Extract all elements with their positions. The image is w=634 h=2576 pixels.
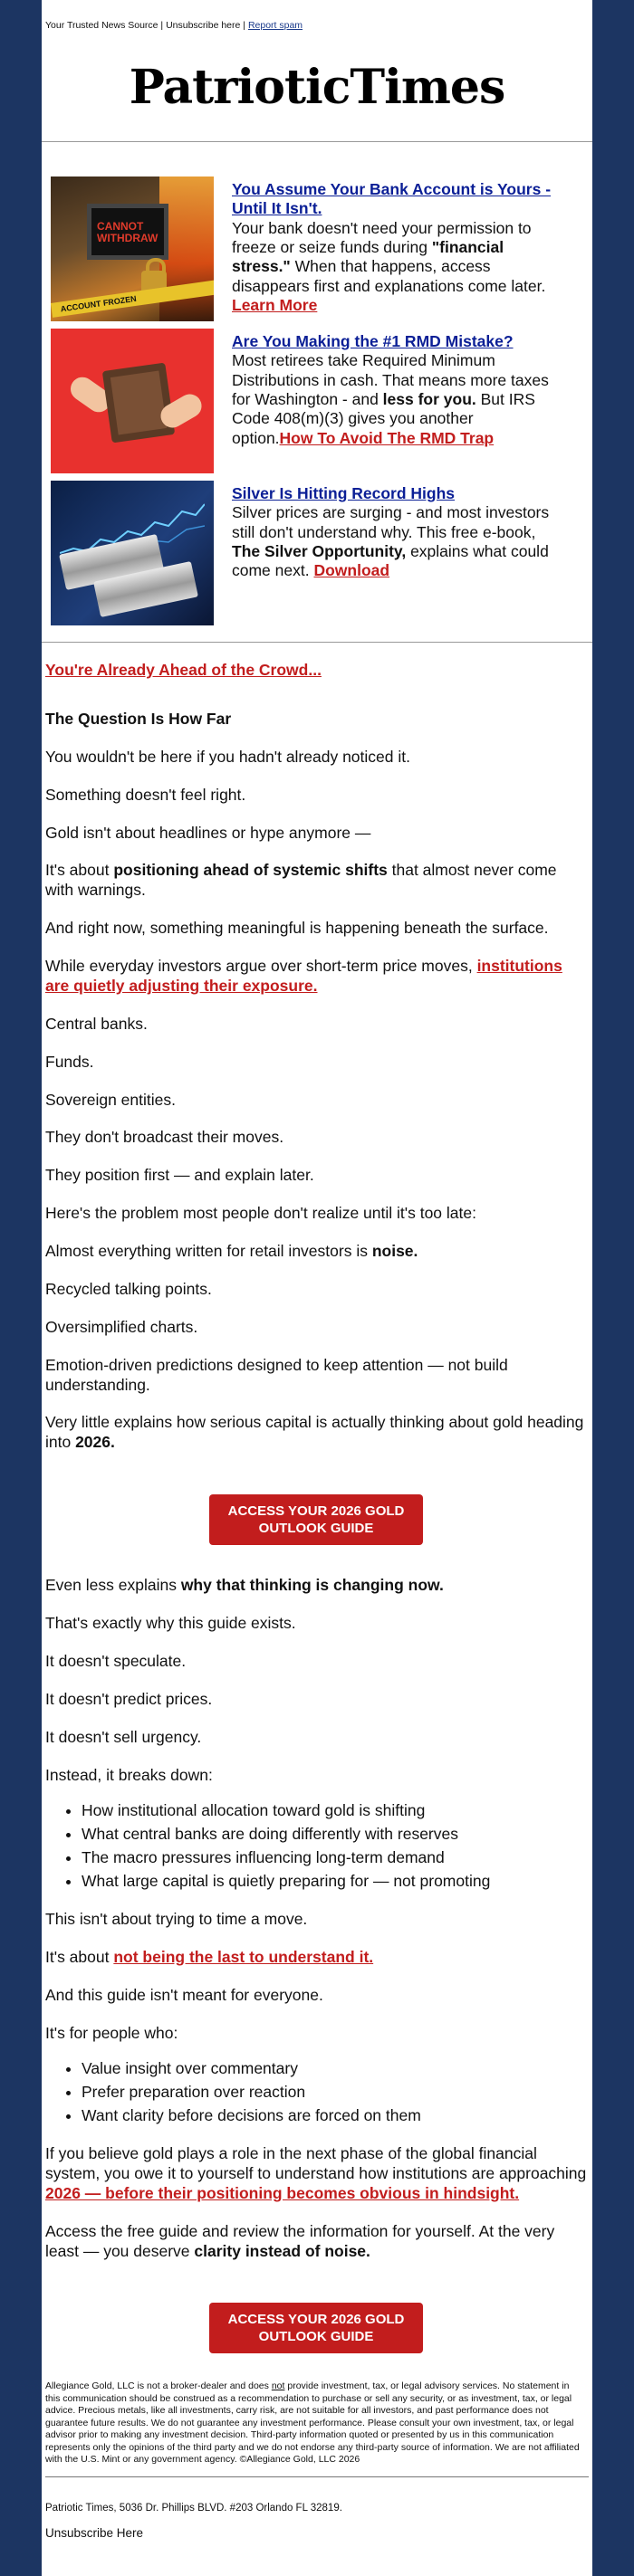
text: that almost never come with warnings.	[45, 861, 557, 900]
learn-more-link[interactable]: Learn More	[232, 296, 318, 315]
paragraph: Instead, it breaks down:	[45, 1765, 213, 1784]
paragraph	[45, 2144, 587, 2204]
bold-text: why that thinking is changing now.	[180, 1576, 444, 1595]
list-item: • What large capital is quietly preparing for — not promoting	[82, 1872, 587, 1892]
teaser-rmd	[51, 329, 592, 473]
bold-text: clarity instead of noise.	[194, 2241, 370, 2260]
audience-list	[82, 2059, 587, 2126]
teaser-title-link[interactable]: Silver Is Hitting Record Highs	[232, 484, 456, 502]
paragraph: Recycled talking points.	[45, 1279, 212, 1298]
list-item: • Want clarity before decisions are forced on them	[82, 2106, 587, 2126]
text: While everyday investors argue over short-term price moves,	[45, 957, 477, 975]
paragraph: This isn't about trying to time a move.	[45, 1909, 308, 1928]
atm-image[interactable]	[51, 177, 214, 321]
text: Allegiance Gold, LLC is not a broker-dealer and does	[45, 2380, 272, 2392]
silver-bars-image[interactable]	[51, 481, 214, 625]
atm-screen	[87, 204, 168, 260]
teaser-list	[42, 142, 592, 625]
paragraph: Funds.	[45, 1052, 94, 1071]
rmd-trap-link[interactable]: How To Avoid The RMD Trap	[279, 428, 495, 447]
preheader	[45, 0, 592, 31]
text: provide investment, tax, or legal advisory services. No statement in this communication should be construed as a recommendation to purchase or sell any security, or as investment, tax, or legal advice. Precious metals, like all investments, carry risk, are not suitable for all investors, and past performance does not guarantee future results. We do not guarantee any investment performance. Please consult your own investment, tax, or legal advisor prior to making any investment decision. Third-party information quoted or presented by us in this communication represents only the opinions of the third party and we do not endorse any third-party source of information. We are not affiliated with the U.S. Mint or any government agency. ©Allegiance Gold, LLC 2026	[45, 2380, 580, 2465]
list-item: • Prefer preparation over reaction	[82, 2083, 587, 2103]
institutions-link[interactable]: institutions are quietly adjusting their exposure.	[45, 957, 562, 995]
kicker-link[interactable]: You're Already Ahead of the Crowd...	[45, 661, 322, 679]
text: It's about	[45, 861, 114, 880]
paragraph	[45, 2222, 587, 2262]
paragraph	[45, 1413, 587, 1453]
article	[42, 643, 592, 2353]
paragraph: It doesn't speculate.	[45, 1651, 187, 1670]
paragraph: And this guide isn't meant for everyone.	[45, 1985, 323, 2004]
teaser-copy	[214, 329, 558, 473]
teaser-bold: The Silver Opportunity,	[232, 542, 407, 561]
text: Even less explains	[45, 1576, 181, 1595]
paragraph: Here's the problem most people don't realize until it's too late:	[45, 1204, 476, 1223]
paragraph: And right now, something meaningful is happening beneath the surface.	[45, 919, 549, 938]
paragraph: Emotion-driven predictions designed to keep attention — not build understanding.	[45, 1355, 508, 1394]
disclaimer	[45, 2380, 585, 2466]
cta-container	[45, 1494, 587, 1545]
paragraph: They position first — and explain later.	[45, 1166, 314, 1185]
empty-wallet-image[interactable]	[51, 329, 214, 473]
bold-text: noise.	[371, 1242, 418, 1260]
paragraph: It's for people who:	[45, 2023, 178, 2042]
paragraph: It doesn't predict prices.	[45, 1689, 213, 1708]
paragraph	[45, 1948, 587, 1968]
teaser-body: Your bank doesn't need your permission to freeze or seize funds during	[232, 218, 532, 257]
teaser-bold: "financial stress."	[232, 238, 504, 276]
download-link[interactable]: Download	[313, 561, 390, 580]
list-item: • How institutional allocation toward gold is shifting	[82, 1801, 587, 1821]
gold-guide-cta-button[interactable]: ACCESS YOUR 2026 GOLD OUTLOOK GUIDE	[209, 1494, 423, 1545]
divider	[45, 2476, 589, 2477]
paragraph: Sovereign entities.	[45, 1090, 176, 1109]
gold-guide-cta-button[interactable]: ACCESS YOUR 2026 GOLD OUTLOOK GUIDE	[209, 2303, 423, 2353]
teaser-copy	[214, 177, 558, 321]
understand-link[interactable]: not being the last to understand it.	[113, 1947, 374, 1966]
teaser-silver	[51, 481, 592, 625]
atm-screen-text: CANNOT WITHDRAW	[97, 220, 158, 244]
paragraph: Something doesn't feel right.	[45, 785, 246, 804]
article-heading: The Question Is How Far	[45, 709, 232, 728]
caution-tape: ACCOUNT FROZEN	[51, 278, 214, 318]
underlined-text: not	[271, 2380, 285, 2392]
paragraph: It doesn't sell urgency.	[45, 1727, 202, 1746]
teaser-title-link[interactable]: You Assume Your Bank Account is Yours - Until It Isn't.	[232, 180, 552, 218]
bold-text: positioning ahead of systemic shifts	[113, 861, 388, 880]
teaser-body: explains what could come next.	[232, 542, 549, 580]
paragraph: They don't broadcast their moves.	[45, 1128, 284, 1147]
text: Very little explains how serious capital is actually thinking about gold heading into	[45, 1413, 584, 1452]
paragraph: Central banks.	[45, 1014, 148, 1033]
paragraph	[45, 1576, 587, 1596]
bold-text: 2026.	[75, 1433, 115, 1452]
teaser-bold: less for you.	[382, 390, 476, 409]
cta-container	[45, 2303, 587, 2353]
teaser-body: Silver prices are surging - and most investors still don't understand why. This free e-book,	[232, 503, 550, 541]
hindsight-link[interactable]: 2026 — before their positioning becomes obvious in hindsight.	[45, 2183, 520, 2202]
teaser-copy	[214, 481, 558, 625]
preheader-text: Your Trusted News Source | Unsubscribe here |	[45, 20, 248, 31]
paragraph: That's exactly why this guide exists.	[45, 1614, 296, 1632]
text: Access the free guide and review the information for yourself. At the very least — you deserve	[45, 2221, 555, 2260]
teaser-body: Most retirees take Required Minimum Distributions in cash. That means more taxes for Washington - and	[232, 351, 549, 409]
breakdown-list	[82, 1801, 587, 1892]
unsubscribe-link[interactable]: Unsubscribe Here	[45, 2526, 144, 2541]
teaser-body: When that happens, access disappears first and explanations come later.	[232, 257, 546, 295]
list-item: • Value insight over commentary	[82, 2059, 587, 2079]
teaser-bank	[51, 177, 592, 321]
paragraph: Gold isn't about headlines or hype anymore —	[45, 823, 371, 842]
paragraph: Oversimplified charts.	[45, 1317, 198, 1336]
list-item: • The macro pressures influencing long-term demand	[82, 1848, 587, 1868]
paragraph	[45, 861, 587, 901]
paragraph: You wouldn't be here if you hadn't already noticed it.	[45, 747, 410, 766]
list-item: • What central banks are doing differently with reserves	[82, 1825, 587, 1845]
paragraph	[45, 1242, 587, 1262]
email-body	[42, 0, 592, 2576]
text: It's about	[45, 1947, 114, 1966]
report-spam-link[interactable]: Report spam	[247, 20, 303, 31]
site-logo[interactable]: PatrioticTimes	[129, 60, 505, 115]
footer-address: Patriotic Times, 5036 Dr. Phillips BLVD. #203 Orlando FL 32819.	[45, 2503, 342, 2514]
masthead	[42, 60, 592, 114]
text: Almost everything written for retail investors is	[45, 1242, 372, 1260]
paragraph	[45, 957, 587, 997]
text: If you believe gold plays a role in the next phase of the global financial system, you owe it to yourself to understand how institutions are approaching	[45, 2144, 587, 2182]
teaser-title-link[interactable]: Are You Making the #1 RMD Mistake?	[232, 332, 514, 350]
teaser-body: But IRS Code 408(m)(3) gives you another option.	[232, 390, 535, 447]
wallet-icon	[102, 363, 175, 444]
